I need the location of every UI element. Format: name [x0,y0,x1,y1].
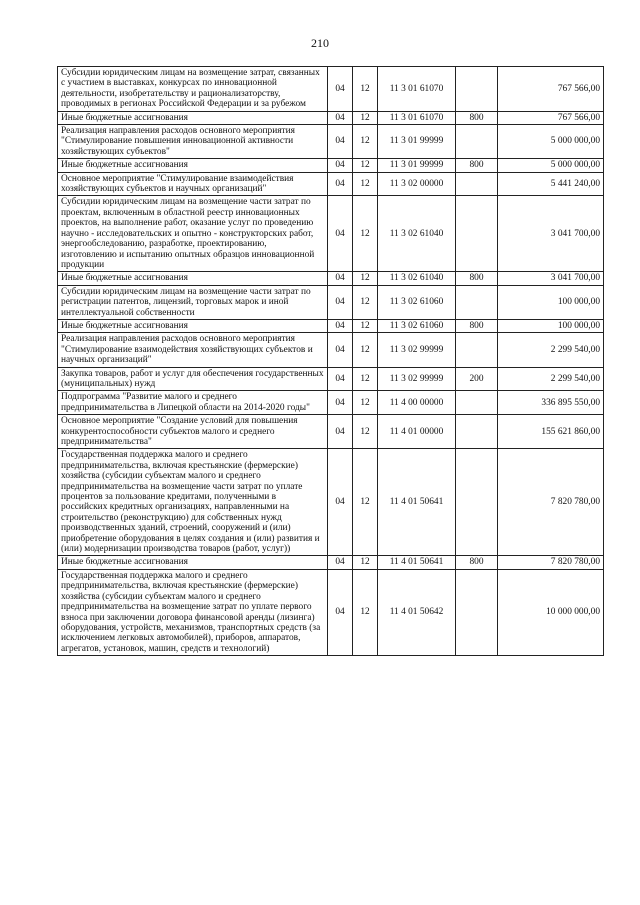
table-row [58,111,604,124]
row-target-code: 11 4 01 00000 [378,415,456,449]
row-subsection: 12 [353,172,378,196]
row-amount: 5 000 000,00 [498,125,604,159]
row-name: Субсидии юридическим лицам на возмещение затрат, связанных с участием в выставках, конкурсах по инновационной деятельности, изобретательству и рационализаторству, проводимых в регионах Российской Федерации и за рубежом [58,67,328,112]
row-section: 04 [328,196,353,272]
row-name: Основное мероприятие "Стимулирование взаимодействия хозяйствующих субъектов и научных организаций" [58,172,328,196]
row-target-code: 11 4 01 50641 [378,449,456,556]
row-name: Закупка товаров, работ и услуг для обеспечения государственных (муниципальных) нужд [58,367,328,391]
row-expense-type: 800 [456,111,498,124]
row-section: 04 [328,367,353,391]
row-subsection: 12 [353,391,378,415]
table-row [58,556,604,569]
row-target-code: 11 3 02 99999 [378,367,456,391]
row-name: Реализация направления расходов основного мероприятия "Стимулирование взаимодействия хозяйствующих субъектов и научных организаций" [58,333,328,367]
row-subsection: 12 [353,569,378,655]
table-row [58,415,604,449]
row-amount: 767 566,00 [498,67,604,112]
row-subsection: 12 [353,272,378,285]
row-subsection: 12 [353,333,378,367]
row-expense-type: 200 [456,367,498,391]
table-row [58,333,604,367]
row-subsection: 12 [353,159,378,172]
row-section: 04 [328,125,353,159]
row-target-code: 11 3 02 61060 [378,319,456,332]
row-name: Государственная поддержка малого и среднего предпринимательства, включая крестьянские (фермерские) хозяйства (субсидии субъектам малого и среднего предпринимательства на возмещение затрат по уплате первого взноса при заключении договора финансовой аренды (лизинга) оборудования, устройств, механизмов, транспортных средств (за исключением легковых автомобилей), приборов, аппаратов, агрегатов, установок, машин, средств и технологий) [58,569,328,655]
row-target-code: 11 3 02 61040 [378,196,456,272]
table-row [58,159,604,172]
row-target-code: 11 4 00 00000 [378,391,456,415]
page-number: 210 [311,36,329,50]
row-target-code: 11 3 02 61060 [378,285,456,319]
row-expense-type [456,569,498,655]
row-subsection: 12 [353,319,378,332]
row-expense-type [456,415,498,449]
row-target-code: 11 3 02 00000 [378,172,456,196]
row-name: Иные бюджетные ассигнования [58,556,328,569]
row-expense-type [456,333,498,367]
row-section: 04 [328,285,353,319]
row-name: Иные бюджетные ассигнования [58,319,328,332]
row-subsection: 12 [353,125,378,159]
row-section: 04 [328,556,353,569]
table-row [58,285,604,319]
row-expense-type [456,125,498,159]
row-expense-type: 800 [456,319,498,332]
row-amount: 155 621 860,00 [498,415,604,449]
row-name: Иные бюджетные ассигнования [58,111,328,124]
row-expense-type: 800 [456,272,498,285]
row-target-code: 11 3 01 61070 [378,67,456,112]
table-row [58,196,604,272]
table-row [58,367,604,391]
row-subsection: 12 [353,556,378,569]
row-expense-type: 800 [456,159,498,172]
row-subsection: 12 [353,111,378,124]
row-amount: 5 441 240,00 [498,172,604,196]
row-amount: 5 000 000,00 [498,159,604,172]
row-subsection: 12 [353,67,378,112]
table-row [58,67,604,112]
table-row [58,391,604,415]
row-name: Государственная поддержка малого и среднего предпринимательства, включая крестьянские (фермерские) хозяйства (субсидии субъектам малого и среднего предпринимательства на возмещение части затрат по уплате процентов за пользование кредитами, полученными в российских кредитных организациях, направленными на строительство (реконструкцию) для собственных нужд производственных зданий, строений, сооружений и (или) приобретение оборудования в целях создания и (или) развития и (или) модернизации производства товаров (работ, услуг)) [58,449,328,556]
row-name: Реализация направления расходов основного мероприятия "Стимулирование повышения инновационной активности хозяйствующих субъектов" [58,125,328,159]
row-section: 04 [328,319,353,332]
row-name: Подпрограмма "Развитие малого и среднего предпринимательства в Липецкой области на 2014-2020 годы" [58,391,328,415]
row-target-code: 11 4 01 50641 [378,556,456,569]
row-section: 04 [328,67,353,112]
row-amount: 7 820 780,00 [498,449,604,556]
row-section: 04 [328,415,353,449]
table-row [58,172,604,196]
row-subsection: 12 [353,196,378,272]
row-subsection: 12 [353,285,378,319]
row-expense-type: 800 [456,556,498,569]
row-section: 04 [328,449,353,556]
row-expense-type [456,391,498,415]
row-subsection: 12 [353,449,378,556]
row-name: Субсидии юридическим лицам на возмещение части затрат по проектам, включенным в областной реестр инновационных проектов, на выполнение работ, оказание услуг по проведению научно - исследовательских и опытно - конструкторских работ, энергообследованию, разработке, проектированию, изготовлению и испытанию опытных образцов инновационной продукции [58,196,328,272]
row-target-code: 11 3 01 99999 [378,125,456,159]
row-target-code: 11 3 01 61070 [378,111,456,124]
row-name: Иные бюджетные ассигнования [58,272,328,285]
row-target-code: 11 3 02 99999 [378,333,456,367]
row-name: Иные бюджетные ассигнования [58,159,328,172]
row-target-code: 11 3 02 61040 [378,272,456,285]
row-expense-type [456,67,498,112]
row-section: 04 [328,159,353,172]
row-target-code: 11 4 01 50642 [378,569,456,655]
row-expense-type [456,196,498,272]
row-section: 04 [328,333,353,367]
row-section: 04 [328,391,353,415]
row-target-code: 11 3 01 99999 [378,159,456,172]
row-amount: 100 000,00 [498,319,604,332]
row-amount: 100 000,00 [498,285,604,319]
row-section: 04 [328,272,353,285]
table-row [58,569,604,655]
row-section: 04 [328,111,353,124]
row-amount: 767 566,00 [498,111,604,124]
table-row [58,125,604,159]
row-name: Субсидии юридическим лицам на возмещение части затрат по регистрации патентов, лицензий, торговых марок и иной интеллектуальной собственности [58,285,328,319]
table-row [58,449,604,556]
row-section: 04 [328,569,353,655]
row-amount: 10 000 000,00 [498,569,604,655]
row-expense-type [456,285,498,319]
row-expense-type [456,449,498,556]
budget-table [57,66,604,656]
row-amount: 3 041 700,00 [498,196,604,272]
table-row [58,272,604,285]
row-subsection: 12 [353,367,378,391]
row-expense-type [456,172,498,196]
budget-table-body [58,67,604,656]
row-section: 04 [328,172,353,196]
row-name: Основное мероприятие "Создание условий для повышения конкурентоспособности субъектов малого и среднего предпринимательства" [58,415,328,449]
row-subsection: 12 [353,415,378,449]
table-row [58,319,604,332]
row-amount: 336 895 550,00 [498,391,604,415]
row-amount: 7 820 780,00 [498,556,604,569]
row-amount: 2 299 540,00 [498,333,604,367]
row-amount: 3 041 700,00 [498,272,604,285]
row-amount: 2 299 540,00 [498,367,604,391]
